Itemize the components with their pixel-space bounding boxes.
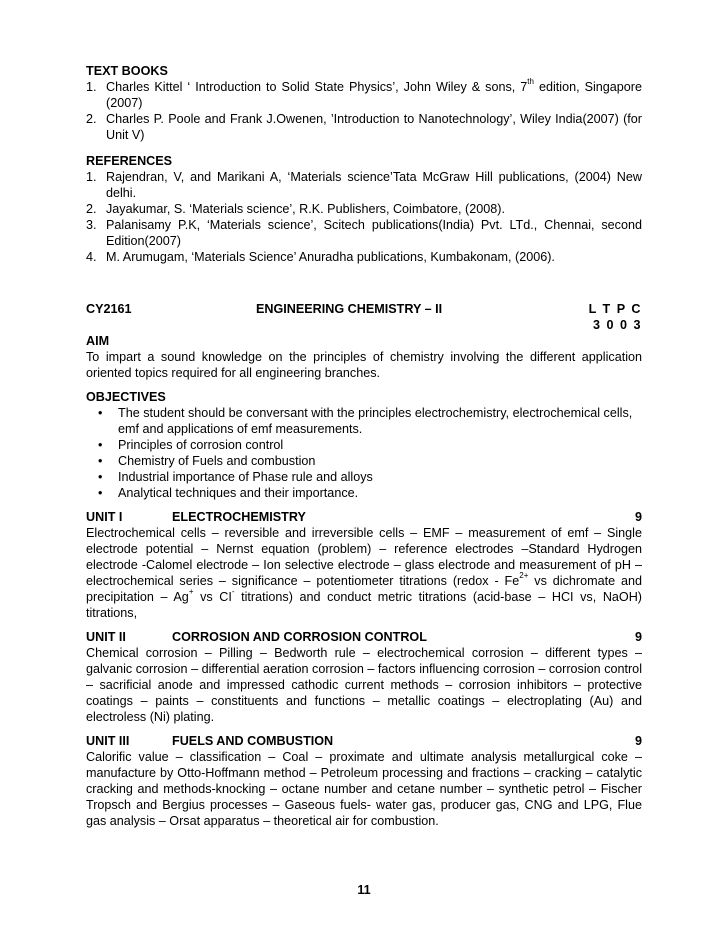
textbook-text-end: edition, Singapore (2007): [106, 80, 642, 110]
list-item: [86, 485, 642, 501]
reference-text: Jayakumar, S. ‘Materials science’, R.K. Publishers, Coimbatore, (2008).: [106, 202, 505, 216]
unit-title: FUELS AND COMBUSTION: [172, 734, 334, 748]
references-list: [86, 169, 642, 265]
objectives-heading: OBJECTIVES: [86, 390, 166, 404]
list-item: [86, 469, 642, 485]
unit-label: UNIT III: [86, 734, 130, 748]
unit-1-content: [86, 525, 642, 621]
unit-1-header: [86, 509, 642, 525]
unit-title: CORROSION AND CORROSION CONTROL: [172, 630, 427, 644]
superscript: 2+: [519, 571, 529, 580]
reference-text: Palanisamy P.K, ‘Materials science’, Scitech publications(India) Pvt. LTd., Chennai, second Edition(2007): [106, 218, 642, 248]
list-item: [86, 437, 642, 453]
list-item: [86, 217, 642, 249]
list-number: 2.: [86, 202, 97, 216]
reference-text: M. Arumugam, ‘Materials Science’ Anuradha publications, Kumbakonam, (2006).: [106, 250, 555, 264]
objective-text: Chemistry of Fuels and combustion: [118, 454, 316, 468]
unit-3-content: Calorific value – classification – Coal – proximate and ultimate analysis metallurgical coke – manufacture by Otto-Hoffmann method – Petroleum processing and fractions – cracking – catalytic cracking and methods-knocking – octane number and cetane number – synthetic petrol – Fischer Tropsch and Bergius processes – Gaseous fuels- water gas, producer gas, CNG and LPG, Flue gas analysis – Orsat apparatus – theoretical air for combustion.: [86, 750, 642, 828]
course-header: [86, 301, 642, 317]
references-heading: REFERENCES: [86, 154, 173, 168]
aim-text: To impart a sound knowledge on the principles of chemistry involving the different application oriented topics required for all engineering branches.: [86, 350, 642, 380]
reference-text: Rajendran, V, and Marikani A, ‘Materials science’Tata McGraw Hill publications, (2004) New delhi.: [106, 170, 642, 200]
objective-text: Analytical techniques and their importance.: [118, 486, 359, 500]
textbooks-heading: TEXT BOOKS: [86, 64, 168, 78]
textbooks-list: [86, 79, 642, 143]
unit-text: titrations) and conduct metric titrations (acid-base – HCI vs, NaOH) titrations,: [86, 590, 643, 620]
unit-hours: 9: [634, 734, 642, 748]
unit-text: Electrochemical cells – reversible and irreversible cells – EMF – measurement of emf – Single electrode potential – Nernst equation (problem) – reference electrodes –Standard Hydrogen electrode -Calomel electrode – Ion selective electrode – glass electrode and measurement of pH – electrochemical series – significance – potentiometer titrations (redox - Fe: [86, 526, 642, 588]
unit-hours: 9: [634, 630, 642, 644]
page-number: 11: [357, 883, 371, 897]
list-item: [86, 249, 642, 265]
textbook-text: Charles P. Poole and Frank J.Owenen, ’Introduction to Nanotechnology’, Wiley India(2007) (for Unit V): [106, 112, 642, 142]
list-item: [86, 169, 642, 201]
list-item: [86, 111, 642, 143]
superscript: -: [231, 587, 235, 596]
list-number: 1.: [86, 80, 97, 94]
course-code: CY2161: [86, 302, 132, 316]
list-item: [86, 453, 642, 469]
textbook-text: Charles Kittel ‘ Introduction to Solid State Physics’, John Wiley & sons, 7: [106, 80, 528, 94]
objectives-list: [86, 405, 642, 501]
unit-title: ELECTROCHEMISTRY: [172, 510, 306, 524]
list-number: 2.: [86, 112, 97, 126]
bullet-icon: •: [98, 438, 103, 452]
bullet-icon: •: [98, 470, 103, 484]
unit-hours: 9: [634, 510, 642, 524]
bullet-icon: •: [98, 486, 103, 500]
aim-heading: AIM: [86, 334, 110, 348]
objective-text: The student should be conversant with the principles electrochemistry, electrochemical cells, emf and applications of emf measurements.: [118, 406, 633, 436]
list-item: [86, 201, 642, 217]
list-number: 3.: [86, 218, 97, 232]
list-item: [86, 79, 642, 111]
bullet-icon: •: [98, 406, 103, 420]
course-title: ENGINEERING CHEMISTRY – II: [256, 302, 443, 316]
unit-label: UNIT I: [86, 510, 123, 524]
unit-2-header: [86, 629, 642, 645]
ltpc-values: 3 0 0 3: [592, 318, 642, 332]
unit-text: vs dichromate and precipitation – Ag: [86, 574, 642, 604]
ltpc-label: L T P C: [588, 302, 642, 316]
unit-label: UNIT II: [86, 630, 126, 644]
superscript: +: [188, 587, 194, 596]
list-number: 1.: [86, 170, 97, 184]
unit-2-content: Chemical corrosion – Pilling – Bedworth rule – electrochemical corrosion – different types – galvanic corrosion – differential aeration corrosion – factors influencing corrosion – corrosion control – sacrificial anode and impressed cathodic current methods – corrosion inhibitors – protective coatings – paints – constituents and functions – metallic coatings – electroplating (Au) and electroless (Ni) plating.: [86, 646, 642, 724]
superscript: th: [527, 77, 534, 86]
objective-text: Industrial importance of Phase rule and alloys: [118, 470, 373, 484]
list-number: 4.: [86, 250, 97, 264]
list-item: [86, 405, 642, 437]
objective-text: Principles of corrosion control: [118, 438, 284, 452]
unit-3-header: [86, 733, 642, 749]
unit-text: vs CI: [193, 590, 232, 604]
bullet-icon: •: [98, 454, 103, 468]
